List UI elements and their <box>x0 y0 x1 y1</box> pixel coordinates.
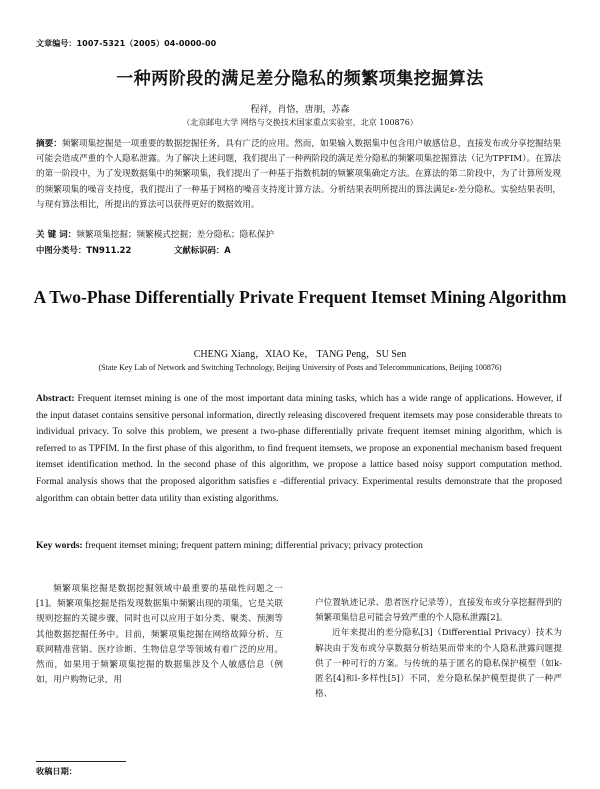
body-paragraph-2: 近年来提出的差分隐私[3]（Differential Privacy）技术为解决由于发布或分享数据分析结果而带来的个人隐私泄露问题提供了一种可行的方案。与传统的基于匿名的隐私保护模型（如k-匿名[4]和l-多样性[5]）不同，差分隐私保护模型提供了一种严格、 <box>315 628 562 700</box>
chinese-keywords <box>36 228 561 243</box>
body-paragraph-1-continued: 户位置轨迹记录、患者医疗记录等），直接发布或分享挖掘得到的频繁项集信息可能会导致严重的个人隐私泄露[2]。 <box>315 598 562 624</box>
chinese-title: 一种两阶段的满足差分隐私的频繁项集挖掘算法 <box>116 69 484 89</box>
english-abstract-text: Frequent itemset mining is one of the most important data mining tasks, which has a wide range of applications. However, if the input dataset contains sensitive personal information, directly releasing discovered frequent itemsets may pose considerable threats to individual privacy. To solve this problem, we present a two-phase differentially private frequent itemset mining algorithm, which is referred to as TPFIM. In the first phase of this algorithm, to find frequent itemsets, we propose an exponential mechanism based frequent itemset identification method. In the second phase of this algorithm, we propose a lattice based noisy support computation method. Formal analysis shows that the proposed algorithm satisfies ε -differential privacy. Experimental results demonstrate that the proposed algorithm can obtain better data utility than existing algorithms. <box>36 394 563 504</box>
footnote-divider <box>36 761 126 762</box>
english-title: A Two-Phase Differentially Private Frequent Itemset Mining Algorithm <box>33 287 567 307</box>
document-code-value: A <box>224 245 231 255</box>
body-paragraph-1: 频繁项集挖掘是数据挖掘领域中最重要的基础性问题之一[1]。频繁项集挖掘是指发现数据集中频繁出现的项集，它是关联规则挖掘的关键步骤，同时也可以应用于如分类、聚类、预测等其他数据挖掘任务中。目前，频繁项集挖掘在网络故障分析、互联网精准营销、医疗诊断、生物信息学等领域有着广泛的应用。然而，如果用于频繁项集挖掘的数据集涉及个人敏感信息（例如，用户购物记录，用 <box>36 584 283 686</box>
chinese-affiliation: （北京邮电大学 网络与交换技术国家重点实验室，北京 100876） <box>182 118 418 127</box>
body-left-column <box>36 582 283 688</box>
body-right-column <box>315 596 562 702</box>
english-keywords <box>36 541 562 551</box>
english-abstract <box>36 391 562 507</box>
class-number-label: 中图分类号： <box>36 245 87 255</box>
chinese-abstract-text: 频繁项集挖掘是一项重要的数据挖掘任务，具有广泛的应用。然而，如果输入数据集中包含用户敏感信息，直接发布或分享挖掘结果可能会造成严重的个人隐私泄露。为了解决上述问题，我们提出了一种两阶段的满足差分隐私的频繁项集挖掘算法（记为TPFIM）。在算法的第一阶段中，为了发现数据集中的频繁项集，我们提出了一种基于指数机制的频繁项集确定方法。在算法的第二阶段中，为了计算所发现的频繁项集的噪音支持度，我们提出了一种基于网格的噪音支持度计算方法。分析结果表明所提出的算法满足ε-差分隐私。实验结果表明，与现有算法相比，所提出的算法可以获得更好的数据效用。 <box>36 139 561 210</box>
english-keywords-label: Key words: <box>36 541 83 551</box>
english-abstract-label: Abstract: <box>36 394 75 404</box>
classification-line <box>36 243 561 258</box>
chinese-keywords-text: 频繁项集挖掘；频繁模式挖掘；差分隐私；隐私保护 <box>76 230 275 240</box>
article-number: 文章编号：1007-5321（2005）04-0000-00 <box>36 39 217 48</box>
chinese-keywords-label: 关 键 词： <box>36 230 77 240</box>
chinese-abstract <box>36 137 561 213</box>
english-authors: CHENG Xiang，XIAO Ke， TANG Peng，SU Sen <box>193 349 407 360</box>
class-number-value: TN911.22 <box>86 245 132 255</box>
english-keywords-text: frequent itemset mining; frequent pattern mining; differential privacy; privacy protection <box>85 541 423 551</box>
received-date: 收稿日期： <box>36 766 77 776</box>
chinese-authors: 程祥，肖恪，唐朋，苏森 <box>250 105 350 115</box>
english-affiliation: (State Key Lab of Network and Switching Technology, Beijing University of Posts and Telecommunications, Beijing 100876) <box>98 363 502 372</box>
document-code <box>174 243 231 258</box>
document-code-label: 文献标识码： <box>174 245 225 255</box>
chinese-abstract-label: 摘要： <box>36 139 62 149</box>
